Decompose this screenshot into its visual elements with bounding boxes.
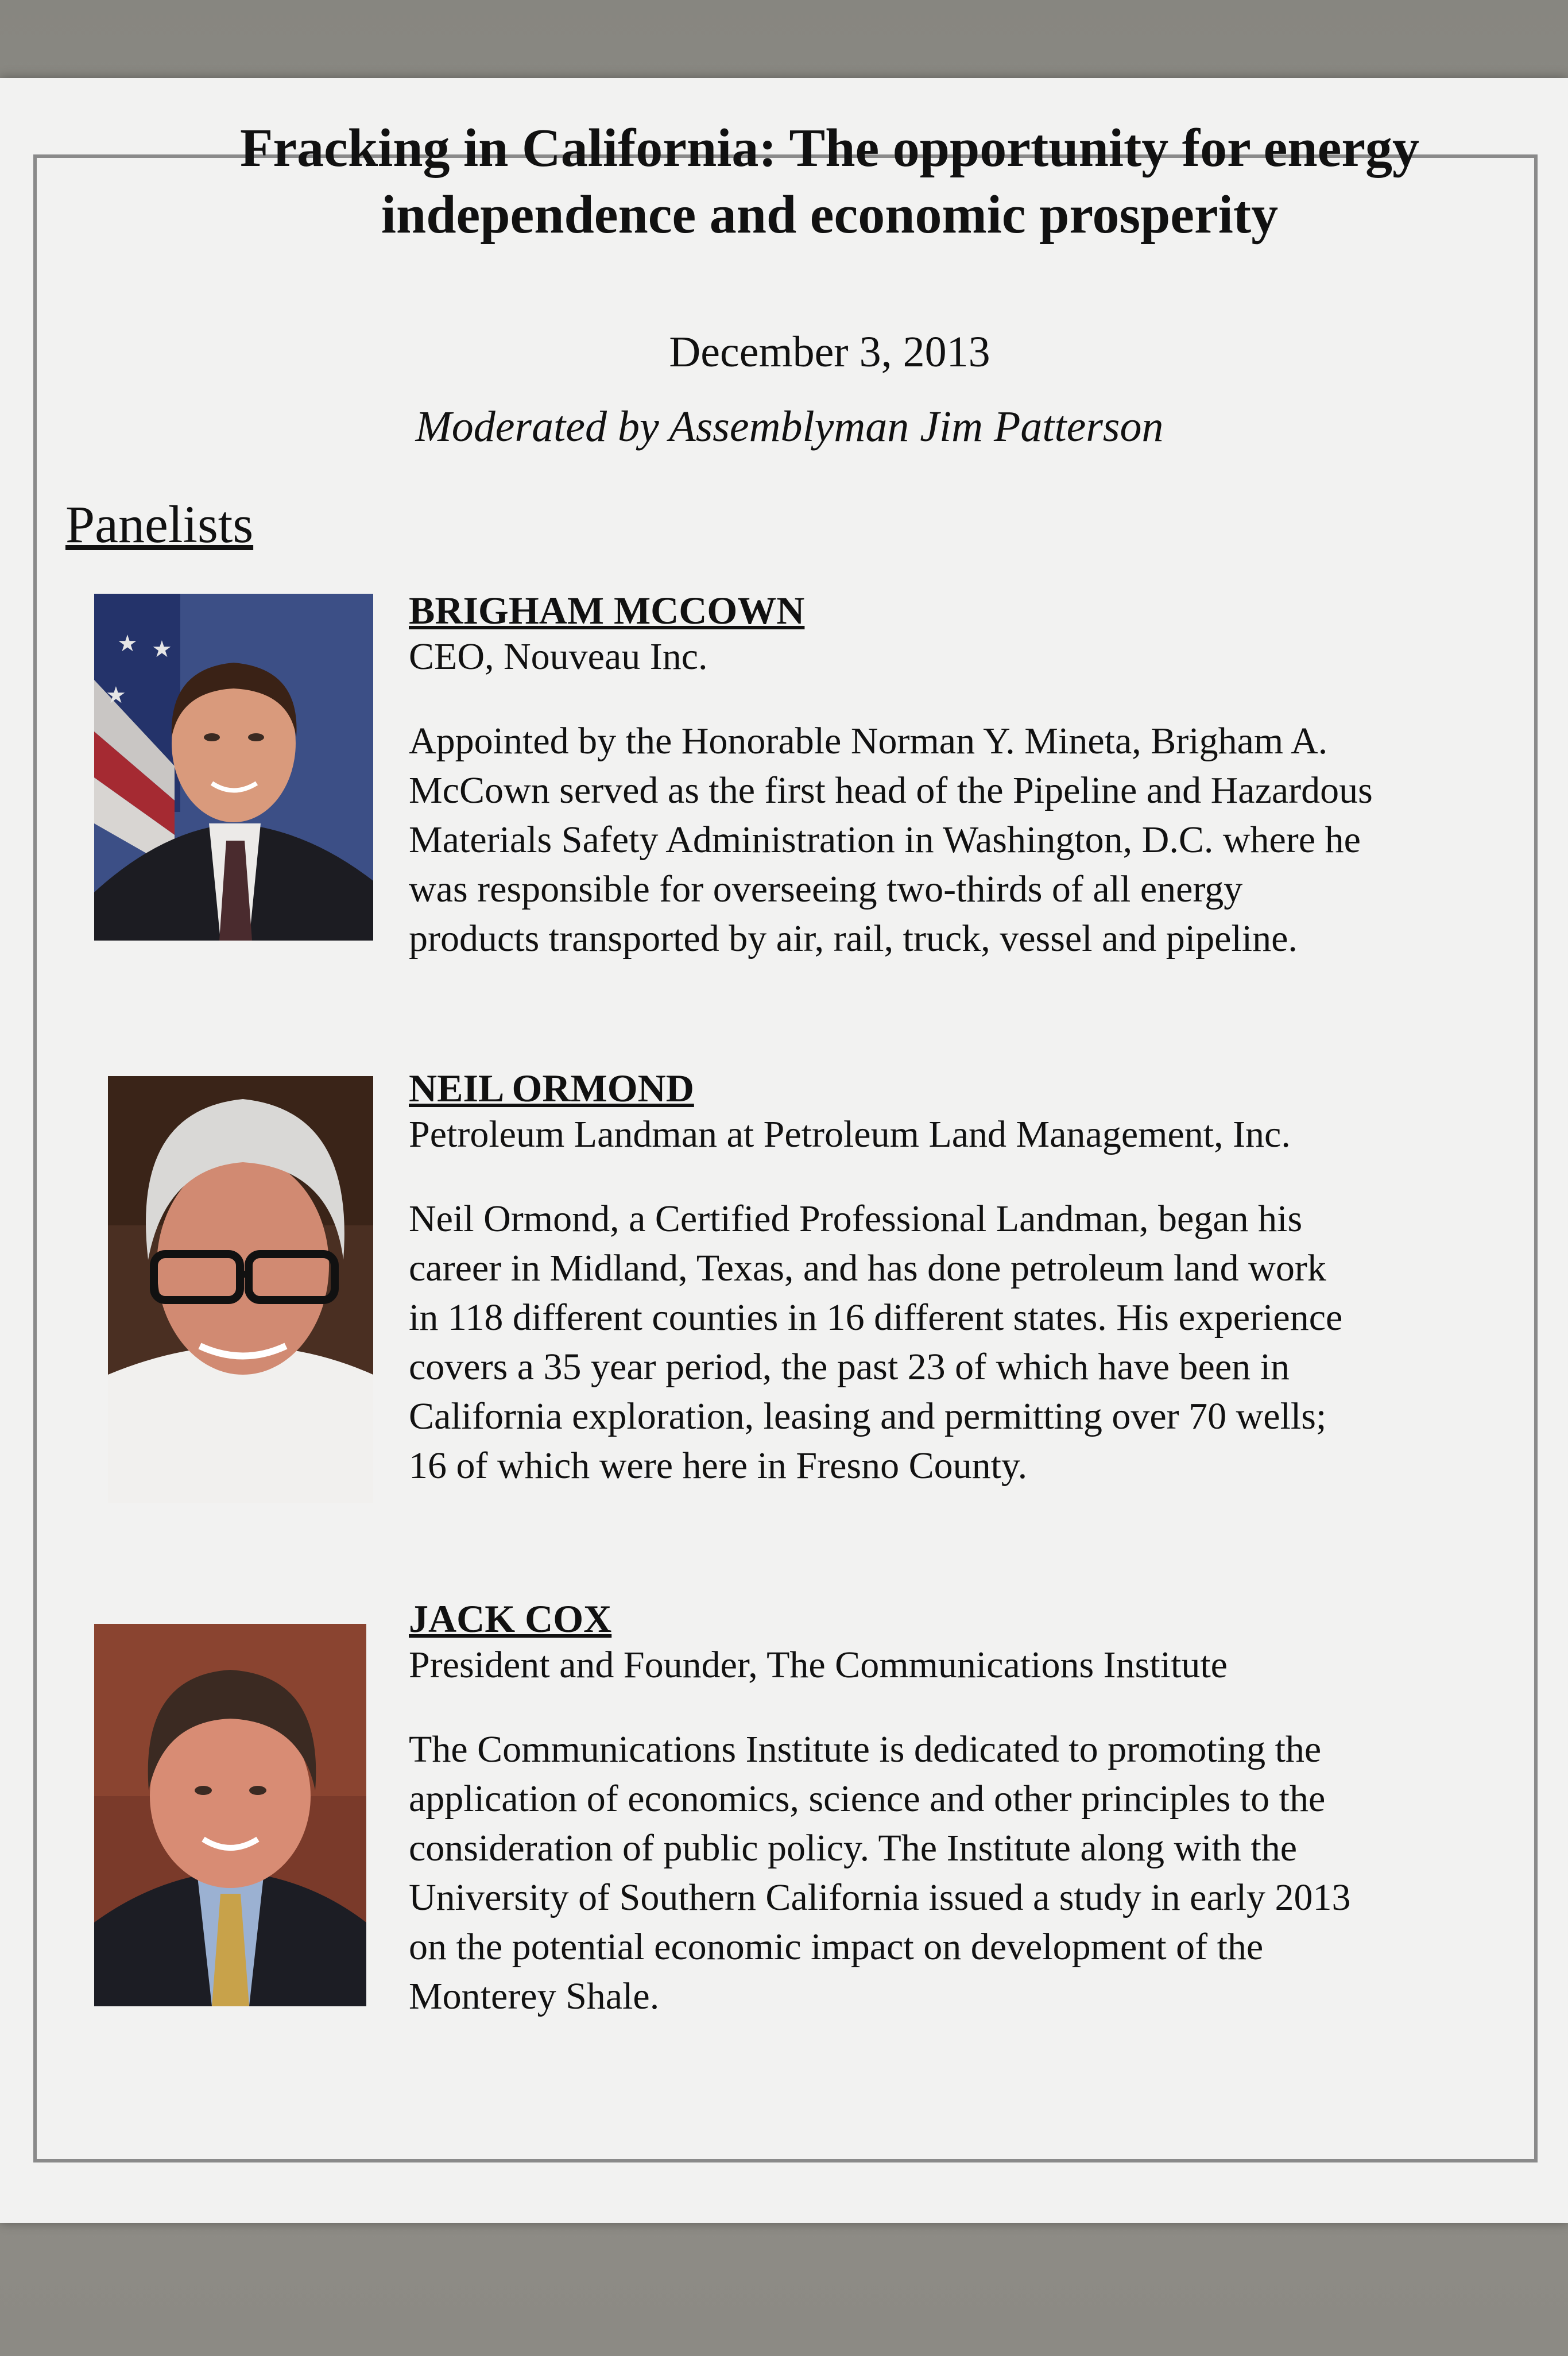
panelist-name-mccown: BRIGHAM MCCOWN <box>409 589 805 632</box>
bio-line: consideration of public policy. The Institute along with the <box>409 1827 1298 1869</box>
panelist-photo-mccown <box>94 594 373 941</box>
moderator-line: Moderated by Assemblyman Jim Patterson <box>415 403 1164 451</box>
panelist-role-ormond: Petroleum Landman at Petroleum Land Management, Inc. <box>409 1113 1291 1155</box>
panelist-photo-cox <box>94 1624 366 2006</box>
panelist-bio-cox <box>409 1725 1523 2021</box>
bio-line: products transported by air, rail, truck, vessel and pipeline. <box>409 918 1298 960</box>
panelists-heading: Panelists <box>65 495 254 554</box>
bio-line: in 118 different counties in 16 different states. His experience <box>409 1297 1343 1338</box>
bio-line: McCown served as the first head of the Pipeline and Hazardous <box>409 769 1373 811</box>
svg-text:★: ★ <box>117 630 138 656</box>
title-line-1: Fracking in California: The opportunity for energy <box>239 118 1420 178</box>
panelist-name-ormond: NEIL ORMOND <box>409 1066 694 1110</box>
panelist-bio-ormond <box>409 1194 1523 1491</box>
bio-line: career in Midland, Texas, and has done petroleum land work <box>409 1247 1326 1289</box>
bio-line: Appointed by the Honorable Norman Y. Mineta, Brigham A. <box>409 720 1328 762</box>
bio-line: University of Southern California issued a study in early 2013 <box>409 1877 1351 1918</box>
bio-line: 16 of which were here in Fresno County. <box>409 1445 1028 1487</box>
panelist-role-cox: President and Founder, The Communications Institute <box>409 1644 1228 1686</box>
panelist-role-mccown: CEO, Nouveau Inc. <box>409 636 708 678</box>
panelist-bio-mccown <box>409 717 1523 964</box>
bio-line: Monterey Shale. <box>409 1975 660 2017</box>
bio-line: The Communications Institute is dedicated to promoting the <box>409 1728 1322 1770</box>
panelist-photo-ormond <box>108 1076 373 1503</box>
panelist-name-cox: JACK COX <box>409 1597 612 1641</box>
bio-line: covers a 35 year period, the past 23 of which have been in <box>409 1346 1290 1388</box>
bio-line: Materials Safety Administration in Washington, D.C. where he <box>409 819 1361 861</box>
title-line-2: independence and economic prosperity <box>381 185 1279 245</box>
bio-line: California exploration, leasing and permitting over 70 wells; <box>409 1395 1327 1437</box>
bio-line: Neil Ormond, a Certified Professional Landman, began his <box>409 1198 1303 1240</box>
svg-text:★: ★ <box>106 682 126 708</box>
bio-line: was responsible for overseeing two-thirds of all energy <box>409 868 1243 910</box>
bio-line: application of economics, science and other principles to the <box>409 1778 1326 1820</box>
flyer-title <box>103 115 1556 248</box>
svg-text:★: ★ <box>152 636 172 662</box>
event-date: December 3, 2013 <box>669 328 990 376</box>
bio-line: on the potential economic impact on development of the <box>409 1926 1264 1968</box>
